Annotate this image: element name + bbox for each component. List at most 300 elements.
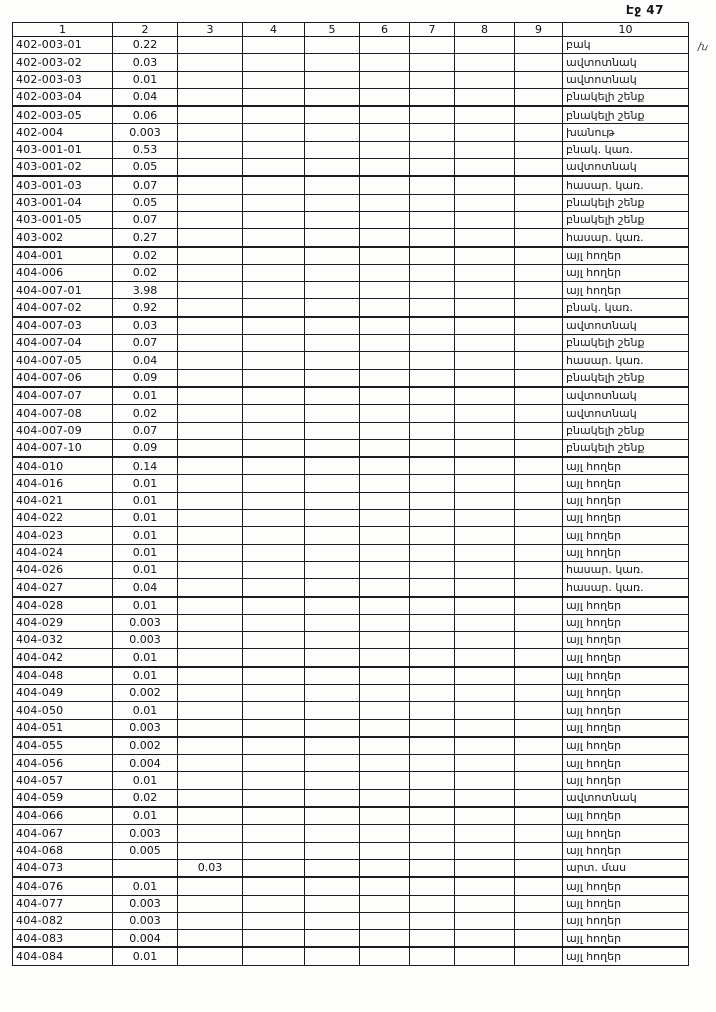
cell-area-value-col2: 0.02 xyxy=(113,264,178,281)
cell-area-value-col3 xyxy=(178,684,243,701)
cell-area-value-col9 xyxy=(515,229,563,247)
table-row xyxy=(13,282,689,299)
table-row xyxy=(13,632,689,649)
cell-parcel-code: 404-068 xyxy=(13,842,113,859)
cell-area-value-col3 xyxy=(178,422,243,439)
cell-land-use-label: բնակելի շենք xyxy=(563,422,689,439)
cell-area-value-col9 xyxy=(515,930,563,948)
cell-area-value-col2: 0.003 xyxy=(113,912,178,929)
cell-area-value-col2: 0.003 xyxy=(113,895,178,912)
table-row xyxy=(13,544,689,561)
cell-land-use-label: բնակելի շենք xyxy=(563,88,689,106)
cell-land-use-label: ավտոտնակ xyxy=(563,317,689,335)
cell-parcel-code: 404-007-02 xyxy=(13,299,113,317)
cell-area-value-col2: 0.03 xyxy=(113,317,178,335)
cell-area-value-col9 xyxy=(515,457,563,475)
cell-area-value-col4 xyxy=(243,159,305,177)
cell-parcel-code: 404-029 xyxy=(13,614,113,631)
cell-area-value-col2: 0.01 xyxy=(113,492,178,509)
table-row xyxy=(13,352,689,369)
cell-area-value-col8 xyxy=(455,247,515,265)
cell-land-use-label: ավտոտնակ xyxy=(563,405,689,422)
cell-area-value-col4 xyxy=(243,54,305,71)
cell-area-value-col4 xyxy=(243,930,305,948)
cell-area-value-col9 xyxy=(515,387,563,405)
cell-area-value-col7 xyxy=(410,387,455,405)
cell-area-value-col9 xyxy=(515,597,563,615)
cell-parcel-code: 402-003-02 xyxy=(13,54,113,71)
cell-area-value-col2: 0.01 xyxy=(113,597,178,615)
cell-area-value-col4 xyxy=(243,369,305,387)
cell-area-value-col5 xyxy=(305,527,360,544)
table-row xyxy=(13,211,689,228)
cell-area-value-col8 xyxy=(455,632,515,649)
cell-area-value-col4 xyxy=(243,947,305,965)
cell-area-value-col7 xyxy=(410,124,455,141)
cell-area-value-col6 xyxy=(360,369,410,387)
cell-parcel-code: 404-007-06 xyxy=(13,369,113,387)
cell-area-value-col8 xyxy=(455,930,515,948)
cell-area-value-col5 xyxy=(305,561,360,578)
table-row xyxy=(13,912,689,929)
cell-area-value-col6 xyxy=(360,877,410,895)
cell-area-value-col9 xyxy=(515,264,563,281)
cell-area-value-col3 xyxy=(178,667,243,685)
table-row xyxy=(13,37,689,54)
cell-area-value-col4 xyxy=(243,282,305,299)
cell-area-value-col4 xyxy=(243,387,305,405)
cell-area-value-col3 xyxy=(178,352,243,369)
cell-area-value-col7 xyxy=(410,264,455,281)
cell-area-value-col3 xyxy=(178,247,243,265)
table-row xyxy=(13,684,689,701)
cell-area-value-col6 xyxy=(360,194,410,211)
cell-area-value-col9 xyxy=(515,667,563,685)
cell-parcel-code: 404-021 xyxy=(13,492,113,509)
cell-area-value-col4 xyxy=(243,457,305,475)
cell-area-value-col9 xyxy=(515,807,563,825)
cell-area-value-col4 xyxy=(243,510,305,527)
table-row xyxy=(13,614,689,631)
cell-area-value-col6 xyxy=(360,124,410,141)
cell-area-value-col4 xyxy=(243,211,305,228)
cell-area-value-col4 xyxy=(243,475,305,492)
handwritten-mark: խ xyxy=(697,41,710,54)
cell-area-value-col9 xyxy=(515,71,563,88)
cell-area-value-col7 xyxy=(410,211,455,228)
cell-area-value-col6 xyxy=(360,702,410,719)
cell-area-value-col5 xyxy=(305,684,360,701)
cell-area-value-col9 xyxy=(515,124,563,141)
cell-area-value-col2: 0.01 xyxy=(113,544,178,561)
cell-area-value-col2: 0.04 xyxy=(113,579,178,597)
table-row xyxy=(13,439,689,457)
cell-area-value-col5 xyxy=(305,88,360,106)
cell-area-value-col3 xyxy=(178,282,243,299)
cell-area-value-col7 xyxy=(410,71,455,88)
cell-land-use-label: բնակ. կառ. xyxy=(563,141,689,158)
cell-area-value-col7 xyxy=(410,229,455,247)
cell-land-use-label: այլ հողեր xyxy=(563,755,689,772)
cell-area-value-col8 xyxy=(455,475,515,492)
cell-area-value-col2: 0.14 xyxy=(113,457,178,475)
cell-area-value-col6 xyxy=(360,632,410,649)
cell-area-value-col8 xyxy=(455,37,515,54)
cell-area-value-col5 xyxy=(305,422,360,439)
cell-parcel-code: 404-007-09 xyxy=(13,422,113,439)
cell-area-value-col4 xyxy=(243,71,305,88)
cell-parcel-code: 404-055 xyxy=(13,737,113,755)
cell-area-value-col5 xyxy=(305,807,360,825)
cell-area-value-col4 xyxy=(243,737,305,755)
cell-area-value-col4 xyxy=(243,422,305,439)
cell-area-value-col8 xyxy=(455,719,515,737)
cell-area-value-col9 xyxy=(515,106,563,124)
cell-area-value-col7 xyxy=(410,825,455,842)
table-row xyxy=(13,755,689,772)
cell-area-value-col3 xyxy=(178,141,243,158)
cell-area-value-col9 xyxy=(515,579,563,597)
cell-land-use-label: այլ հողեր xyxy=(563,895,689,912)
cell-area-value-col3 xyxy=(178,264,243,281)
cell-area-value-col2: 0.01 xyxy=(113,475,178,492)
cell-area-value-col8 xyxy=(455,737,515,755)
table-row xyxy=(13,510,689,527)
cell-area-value-col4 xyxy=(243,842,305,859)
cell-area-value-col2: 0.04 xyxy=(113,88,178,106)
cell-area-value-col5 xyxy=(305,211,360,228)
cell-area-value-col3 xyxy=(178,510,243,527)
cell-area-value-col4 xyxy=(243,544,305,561)
cell-area-value-col5 xyxy=(305,649,360,667)
cell-area-value-col3 xyxy=(178,335,243,352)
cell-area-value-col7 xyxy=(410,335,455,352)
cell-area-value-col9 xyxy=(515,37,563,54)
cell-area-value-col3 xyxy=(178,649,243,667)
cell-area-value-col9 xyxy=(515,561,563,578)
cell-area-value-col6 xyxy=(360,807,410,825)
cell-area-value-col3: 0.03 xyxy=(178,859,243,877)
cell-area-value-col9 xyxy=(515,649,563,667)
cell-area-value-col6 xyxy=(360,719,410,737)
cell-parcel-code: 402-003-05 xyxy=(13,106,113,124)
cell-area-value-col8 xyxy=(455,335,515,352)
table-row xyxy=(13,405,689,422)
cell-area-value-col9 xyxy=(515,159,563,177)
cell-parcel-code: 404-007-10 xyxy=(13,439,113,457)
cell-area-value-col8 xyxy=(455,457,515,475)
cell-area-value-col2: 0.01 xyxy=(113,877,178,895)
cell-area-value-col8 xyxy=(455,912,515,929)
table-row xyxy=(13,299,689,317)
cell-area-value-col9 xyxy=(515,737,563,755)
cell-land-use-label: այլ հողեր xyxy=(563,282,689,299)
table-row xyxy=(13,737,689,755)
cell-area-value-col6 xyxy=(360,579,410,597)
cell-area-value-col9 xyxy=(515,614,563,631)
cell-area-value-col3 xyxy=(178,895,243,912)
cell-land-use-label: ավտոտնակ xyxy=(563,159,689,177)
cell-area-value-col2: 0.05 xyxy=(113,194,178,211)
cell-land-use-label: ավտոտնակ xyxy=(563,54,689,71)
cell-area-value-col7 xyxy=(410,597,455,615)
cell-area-value-col6 xyxy=(360,684,410,701)
cell-land-use-label: հասար. կառ. xyxy=(563,176,689,194)
table-row xyxy=(13,930,689,948)
cell-land-use-label: այլ հողեր xyxy=(563,807,689,825)
cell-land-use-label: այլ հողեր xyxy=(563,649,689,667)
cell-area-value-col6 xyxy=(360,561,410,578)
cell-area-value-col8 xyxy=(455,264,515,281)
cell-parcel-code: 404-056 xyxy=(13,755,113,772)
cell-area-value-col8 xyxy=(455,561,515,578)
cell-area-value-col9 xyxy=(515,789,563,807)
cell-area-value-col8 xyxy=(455,211,515,228)
cell-area-value-col3 xyxy=(178,825,243,842)
cell-area-value-col7 xyxy=(410,772,455,789)
cell-area-value-col8 xyxy=(455,422,515,439)
cell-area-value-col2: 0.53 xyxy=(113,141,178,158)
cell-land-use-label: հասար. կառ. xyxy=(563,579,689,597)
cell-area-value-col3 xyxy=(178,632,243,649)
cell-area-value-col3 xyxy=(178,772,243,789)
cell-land-use-label: այլ հողեր xyxy=(563,527,689,544)
cell-area-value-col3 xyxy=(178,211,243,228)
cell-area-value-col2: 0.06 xyxy=(113,106,178,124)
table-row xyxy=(13,159,689,177)
cell-area-value-col7 xyxy=(410,457,455,475)
table-row xyxy=(13,859,689,877)
cell-area-value-col7 xyxy=(410,475,455,492)
cell-parcel-code: 404-042 xyxy=(13,649,113,667)
table-row xyxy=(13,194,689,211)
table-row xyxy=(13,597,689,615)
cell-area-value-col3 xyxy=(178,807,243,825)
cell-area-value-col2: 0.09 xyxy=(113,369,178,387)
cell-area-value-col8 xyxy=(455,124,515,141)
cell-area-value-col5 xyxy=(305,632,360,649)
cell-area-value-col8 xyxy=(455,702,515,719)
cell-land-use-label: բնակ. կառ. xyxy=(563,299,689,317)
cell-area-value-col8 xyxy=(455,859,515,877)
cell-area-value-col3 xyxy=(178,317,243,335)
cell-area-value-col9 xyxy=(515,141,563,158)
cell-area-value-col5 xyxy=(305,719,360,737)
cell-area-value-col9 xyxy=(515,335,563,352)
cell-area-value-col6 xyxy=(360,54,410,71)
cell-area-value-col3 xyxy=(178,229,243,247)
cell-parcel-code: 404-028 xyxy=(13,597,113,615)
cell-area-value-col6 xyxy=(360,475,410,492)
cell-area-value-col2: 0.004 xyxy=(113,755,178,772)
cell-land-use-label: արտ. մաս xyxy=(563,859,689,877)
cell-area-value-col3 xyxy=(178,475,243,492)
cell-area-value-col3 xyxy=(178,877,243,895)
cell-area-value-col9 xyxy=(515,544,563,561)
cell-area-value-col7 xyxy=(410,859,455,877)
cell-area-value-col5 xyxy=(305,282,360,299)
cell-area-value-col5 xyxy=(305,369,360,387)
table-row xyxy=(13,124,689,141)
cell-parcel-code: 404-073 xyxy=(13,859,113,877)
cell-parcel-code: 404-076 xyxy=(13,877,113,895)
cell-area-value-col7 xyxy=(410,719,455,737)
cell-area-value-col4 xyxy=(243,247,305,265)
cell-area-value-col3 xyxy=(178,527,243,544)
cell-area-value-col4 xyxy=(243,825,305,842)
cell-area-value-col7 xyxy=(410,88,455,106)
cell-area-value-col5 xyxy=(305,37,360,54)
cell-area-value-col7 xyxy=(410,247,455,265)
cell-parcel-code: 404-051 xyxy=(13,719,113,737)
cell-area-value-col3 xyxy=(178,439,243,457)
table-row xyxy=(13,176,689,194)
cell-area-value-col9 xyxy=(515,772,563,789)
cell-parcel-code: 402-003-01 xyxy=(13,37,113,54)
cell-area-value-col6 xyxy=(360,37,410,54)
cell-area-value-col2: 0.02 xyxy=(113,247,178,265)
table-row xyxy=(13,475,689,492)
cell-area-value-col9 xyxy=(515,317,563,335)
cell-parcel-code: 404-022 xyxy=(13,510,113,527)
cell-area-value-col7 xyxy=(410,789,455,807)
cell-area-value-col2: 0.003 xyxy=(113,632,178,649)
cell-land-use-label: այլ հողեր xyxy=(563,684,689,701)
cell-area-value-col5 xyxy=(305,439,360,457)
cell-land-use-label: բնակելի շենք xyxy=(563,439,689,457)
cell-area-value-col8 xyxy=(455,54,515,71)
table-row xyxy=(13,702,689,719)
cell-area-value-col5 xyxy=(305,457,360,475)
cell-area-value-col7 xyxy=(410,930,455,948)
cell-area-value-col2: 0.07 xyxy=(113,211,178,228)
cell-area-value-col2: 0.22 xyxy=(113,37,178,54)
cell-area-value-col8 xyxy=(455,684,515,701)
cell-area-value-col4 xyxy=(243,597,305,615)
cell-area-value-col5 xyxy=(305,544,360,561)
cell-area-value-col2: 0.003 xyxy=(113,825,178,842)
cell-area-value-col6 xyxy=(360,387,410,405)
cell-area-value-col6 xyxy=(360,895,410,912)
cell-area-value-col6 xyxy=(360,439,410,457)
cell-parcel-code: 404-001 xyxy=(13,247,113,265)
cell-area-value-col8 xyxy=(455,439,515,457)
cell-area-value-col4 xyxy=(243,88,305,106)
cell-area-value-col8 xyxy=(455,492,515,509)
cell-area-value-col8 xyxy=(455,755,515,772)
cell-area-value-col9 xyxy=(515,282,563,299)
cell-area-value-col9 xyxy=(515,475,563,492)
cell-area-value-col3 xyxy=(178,405,243,422)
cell-area-value-col8 xyxy=(455,369,515,387)
column-header-2: 2 xyxy=(113,23,178,37)
cell-area-value-col3 xyxy=(178,737,243,755)
cell-area-value-col2: 0.02 xyxy=(113,789,178,807)
cell-area-value-col9 xyxy=(515,510,563,527)
cell-land-use-label: այլ հողեր xyxy=(563,737,689,755)
cell-area-value-col7 xyxy=(410,141,455,158)
column-header-8: 8 xyxy=(455,23,515,37)
table-row xyxy=(13,71,689,88)
cell-area-value-col2: 0.01 xyxy=(113,387,178,405)
cell-area-value-col5 xyxy=(305,614,360,631)
cell-area-value-col4 xyxy=(243,719,305,737)
cell-area-value-col5 xyxy=(305,352,360,369)
cell-area-value-col2: 0.01 xyxy=(113,807,178,825)
cell-area-value-col9 xyxy=(515,439,563,457)
cell-area-value-col3 xyxy=(178,614,243,631)
column-header-1: 1 xyxy=(13,23,113,37)
cell-land-use-label: հասար. կառ. xyxy=(563,352,689,369)
cell-area-value-col3 xyxy=(178,124,243,141)
cell-land-use-label: բակ xyxy=(563,37,689,54)
cell-parcel-code: 404-027 xyxy=(13,579,113,597)
cell-area-value-col2: 0.01 xyxy=(113,510,178,527)
cell-area-value-col2: 0.004 xyxy=(113,930,178,948)
cell-land-use-label: այլ հողեր xyxy=(563,614,689,631)
cell-land-use-label: այլ հողեր xyxy=(563,597,689,615)
cell-parcel-code: 404-066 xyxy=(13,807,113,825)
cell-area-value-col2: 0.01 xyxy=(113,772,178,789)
cell-land-use-label: ավտոտնակ xyxy=(563,71,689,88)
cell-area-value-col6 xyxy=(360,527,410,544)
table-row xyxy=(13,422,689,439)
cell-area-value-col6 xyxy=(360,842,410,859)
cell-area-value-col4 xyxy=(243,859,305,877)
cell-area-value-col9 xyxy=(515,492,563,509)
cell-area-value-col6 xyxy=(360,159,410,177)
cell-parcel-code: 404-059 xyxy=(13,789,113,807)
cell-area-value-col9 xyxy=(515,247,563,265)
cell-area-value-col2: 0.01 xyxy=(113,649,178,667)
cell-area-value-col7 xyxy=(410,842,455,859)
cell-area-value-col7 xyxy=(410,439,455,457)
cell-area-value-col3 xyxy=(178,159,243,177)
cell-area-value-col4 xyxy=(243,877,305,895)
cell-area-value-col5 xyxy=(305,176,360,194)
cell-parcel-code: 404-049 xyxy=(13,684,113,701)
cell-area-value-col5 xyxy=(305,912,360,929)
cell-area-value-col6 xyxy=(360,544,410,561)
cell-area-value-col9 xyxy=(515,527,563,544)
table-row xyxy=(13,825,689,842)
cell-parcel-code: 404-024 xyxy=(13,544,113,561)
cell-parcel-code: 403-001-04 xyxy=(13,194,113,211)
land-register-table xyxy=(12,22,689,966)
cell-area-value-col8 xyxy=(455,159,515,177)
table-row xyxy=(13,719,689,737)
cell-area-value-col5 xyxy=(305,141,360,158)
cell-land-use-label: այլ հողեր xyxy=(563,877,689,895)
cell-area-value-col9 xyxy=(515,719,563,737)
cell-area-value-col2: 0.07 xyxy=(113,335,178,352)
table-row xyxy=(13,54,689,71)
cell-area-value-col4 xyxy=(243,912,305,929)
cell-area-value-col7 xyxy=(410,632,455,649)
cell-area-value-col5 xyxy=(305,755,360,772)
cell-area-value-col4 xyxy=(243,141,305,158)
cell-area-value-col9 xyxy=(515,88,563,106)
cell-area-value-col8 xyxy=(455,579,515,597)
cell-area-value-col3 xyxy=(178,387,243,405)
cell-area-value-col8 xyxy=(455,176,515,194)
cell-area-value-col7 xyxy=(410,527,455,544)
cell-area-value-col8 xyxy=(455,842,515,859)
cell-land-use-label: ավտոտնակ xyxy=(563,387,689,405)
cell-parcel-code: 403-001-02 xyxy=(13,159,113,177)
cell-area-value-col2: 0.01 xyxy=(113,667,178,685)
cell-area-value-col5 xyxy=(305,264,360,281)
